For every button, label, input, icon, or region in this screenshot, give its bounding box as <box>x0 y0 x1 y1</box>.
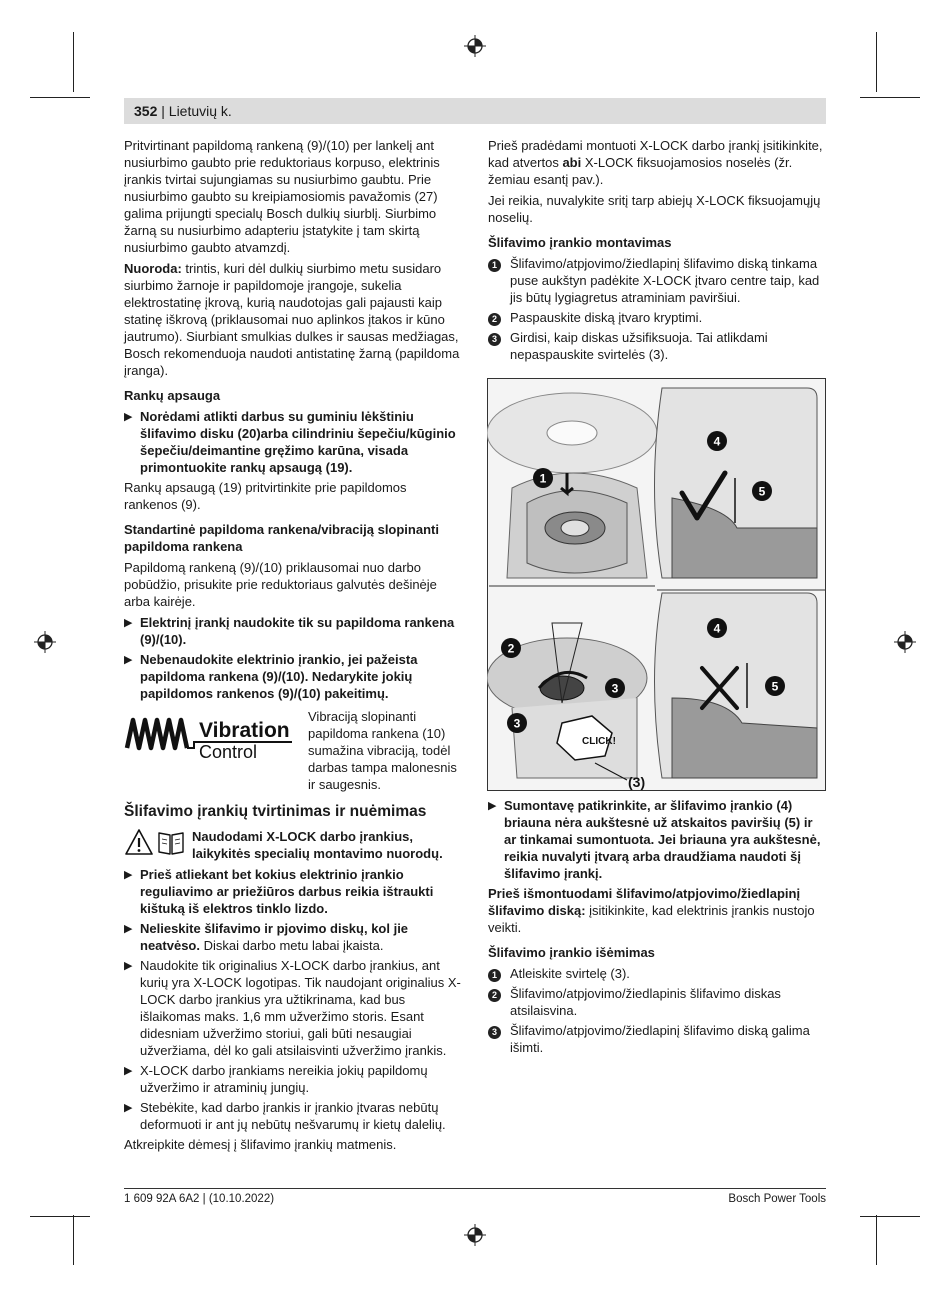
warning-text: Naudodami X-LOCK darbo įrankius, laikykitės specialių montavimo nuorodų. <box>192 829 443 861</box>
triangle-bullet-icon: ▶ <box>124 1065 133 1077</box>
step-number-icon: 2 <box>488 989 501 1002</box>
text-run: X-LOCK fiksuojamosios noselės (žr. žemiau esantį pav.). <box>488 155 793 187</box>
page-header <box>134 103 232 119</box>
page-number: 352 <box>134 103 158 119</box>
callout-label: 5 <box>771 679 779 694</box>
triangle-bullet-icon: ▶ <box>124 923 133 935</box>
bullet-item <box>124 866 462 917</box>
bullet-text: X-LOCK darbo įrankiams nereikia jokių papildomų užveržimo ir atraminių jungių. <box>140 1063 428 1095</box>
bullet-item <box>124 920 462 954</box>
callout-marker <box>605 678 625 698</box>
bullet-text: Norėdami atlikti darbus su guminiu lėkštiniu šlifavimo disku (20)arba cilindriniu šepečiu/kūginio šepečiu/deimantine gręžimo karūna, visada primontuokite rankų apsaugą (19). <box>140 409 456 475</box>
callout-marker <box>752 481 772 501</box>
left-column <box>124 137 462 1157</box>
bullet-bold-text: Nelieskite šlifavimo ir pjovimo diskų, kol jie neatvėso. <box>140 921 409 953</box>
triangle-bullet-icon: ▶ <box>124 960 133 972</box>
callout-label: 5 <box>758 484 766 499</box>
correct-mount-detail <box>655 388 818 578</box>
step-text: Šlifavimo/atpjovimo/žiedlapinis šlifavimo diskas atsilaisvina. <box>510 986 781 1018</box>
bullet-item <box>124 957 462 1059</box>
bullet-rest-text: Diskai darbo metu labai įkaista. <box>199 938 384 953</box>
bullet-item <box>124 1062 462 1096</box>
numbered-step <box>488 965 826 982</box>
manual-book-icon <box>156 828 186 856</box>
crop-mark <box>30 1216 90 1217</box>
step-text: Atleiskite svirtelę (3). <box>510 966 630 981</box>
paragraph: Atkreipkite dėmesį į šlifavimo įrankių matmenis. <box>124 1137 397 1152</box>
footer-brand: Bosch Power Tools <box>728 1193 826 1205</box>
triangle-bullet-icon: ▶ <box>124 654 133 666</box>
triangle-bullet-icon: ▶ <box>124 869 133 881</box>
header-language: Lietuvių k. <box>168 103 232 119</box>
paragraph: Papildomą rankeną (9)/(10) priklausomai nuo darbo pobūdžio, prisukite prie reduktoriaus galvutės dešinėje arba kairėje. <box>124 560 437 609</box>
bold-run: abi <box>562 155 582 170</box>
footer-doc-number: 1 609 92A 6A2 | (10.10.2022) <box>124 1193 275 1205</box>
numbered-step <box>488 1022 826 1056</box>
callout-label: 3 <box>513 716 521 731</box>
callout-label: 1 <box>539 471 547 486</box>
footer-rule <box>124 1188 826 1189</box>
step-number-icon: 3 <box>488 333 501 346</box>
section-heading: Standartinė papildoma rankena/vibraciją slopinanti papildoma rankena <box>124 522 439 554</box>
note-label: Nuoroda: <box>124 261 182 276</box>
numbered-step <box>488 255 826 306</box>
step-text: Paspauskite diską įtvaro kryptimi. <box>510 310 703 325</box>
bullet-text: Elektrinį įrankį naudokite tik su papildoma rankena (9)/(10). <box>140 615 455 647</box>
crop-mark <box>73 32 74 92</box>
crop-mark <box>30 97 90 98</box>
note-paragraph <box>124 260 462 379</box>
callout-marker <box>533 468 553 488</box>
bullet-item <box>124 408 462 476</box>
bullet-text <box>140 920 462 954</box>
step-number-icon: 1 <box>488 259 501 272</box>
crop-mark <box>860 97 920 98</box>
section-title: Šlifavimo įrankių tvirtinimas ir nuėmimas <box>124 803 427 820</box>
paragraph <box>488 885 826 936</box>
bullet-text: Sumontavę patikrinkite, ar šlifavimo įrankio (4) briauna nėra aukštesnė už atskaitos paviršių (5) ir ar tinkamai sumontuota. Jei briauna yra aukštesnė, reikia nuvalyti įtvarą arba draudžiama naudoti šį šlifavimo įrankį. <box>504 798 821 881</box>
warning-block <box>124 828 462 862</box>
crop-mark <box>860 1216 920 1217</box>
callout-label: 3 <box>611 681 619 696</box>
numbered-step <box>488 329 826 363</box>
bullet-item <box>124 651 462 702</box>
callout-marker <box>501 638 521 658</box>
vibration-text: Vibraciją slopinanti papildoma rankena (10) sumažina vibraciją, todėl darbas tampa malonesnis ir saugesnis. <box>308 709 457 792</box>
step-number-icon: 2 <box>488 313 501 326</box>
step-text: Girdisi, kaip diskas užsifiksuoja. Tai atlikdami nepaspauskite svirtelės (3). <box>510 330 768 362</box>
triangle-bullet-icon: ▶ <box>124 617 133 629</box>
paragraph: Pritvirtinant papildomą rankeną (9)/(10) per lankelį ant nusiurbimo gaubto prie reduktoriaus korpuso, elektrinis įrankis tvirtai sujungiamas su nusiurbimo gaubtu. Prie nusiurbimo gaubto su kreipiamosiomis pavažomis (27) galima prijungti specialų Bosch dulkių siurblį. Siurbimo žarną su nusiurbimo adapteriu įstatykite į tam skirtą nusiurbimo gaubto atvamzdį. <box>124 138 440 255</box>
crop-mark <box>876 1215 877 1265</box>
bold-run: Prieš išmontuodami šlifavimo/atpjovimo/žiedlapinį šlifavimo diską: <box>488 886 801 918</box>
step-text: Šlifavimo/atpjovimo/žiedlapinį šlifavimo diską tinkama puse aukštyn padėkite X-LOCK įtvaro centre taip, kad jis būtų lygiagretus atraminiam paviršiui. <box>510 256 820 305</box>
numbered-step <box>488 309 826 326</box>
step-number-icon: 1 <box>488 969 501 982</box>
crop-mark <box>73 1215 74 1265</box>
callout-label: 4 <box>713 621 721 636</box>
section-heading: Rankų apsauga <box>124 388 221 403</box>
xlock-installation-figure <box>487 378 826 791</box>
section-heading: Šlifavimo įrankio montavimas <box>488 235 672 250</box>
control-logo-word: Control <box>199 742 258 760</box>
numbered-step <box>488 985 826 1019</box>
registration-mark-icon <box>894 631 916 653</box>
click-label: CLICK! <box>582 736 616 747</box>
callout-label: 4 <box>713 434 721 449</box>
bullet-text: Stebėkite, kad darbo įrankis ir įrankio įtvaras nebūtų deformuoti ir ant jų nebūtų nešvarumų ir kietų dalelių. <box>140 1100 446 1132</box>
warning-triangle-icon <box>124 828 154 856</box>
callout-marker <box>707 431 727 451</box>
triangle-bullet-icon: ▶ <box>488 800 497 812</box>
vibration-control-logo-icon <box>124 708 304 760</box>
vibration-control-block <box>124 708 462 793</box>
registration-mark-icon <box>464 1224 486 1246</box>
bullet-text: Prieš atliekant bet kokius elektrinio įrankio reguliavimo ar priežiūros darbus reikia ištraukti kištuką iš elektros tinklo lizdo. <box>140 867 434 916</box>
callout-marker <box>707 618 727 638</box>
paragraph: Jei reikia, nuvalykite sritį tarp abiejų X-LOCK fiksuojamųjų noselių. <box>488 193 821 225</box>
lever-label: (3) <box>628 774 646 790</box>
right-column-top <box>488 137 826 366</box>
callout-marker <box>507 713 527 733</box>
callout-marker <box>765 676 785 696</box>
bullet-item <box>488 797 826 882</box>
text-run: Prieš pradėdami montuoti X-LOCK darbo įrankį įsitikinkite, kad atvertos <box>488 138 823 170</box>
section-heading: Šlifavimo įrankio išėmimas <box>488 945 655 960</box>
warning-icons <box>124 828 192 862</box>
bullet-item <box>124 614 462 648</box>
bullet-text: Naudokite tik originalius X-LOCK darbo įrankius, ant kurių yra X-LOCK logotipas. Tik naudojant originalius X-LOCK darbo įrankius yra užtikrinama, kad bus išlaikomas maks. 1,6 mm užveržimo storis. Esant didesniam užveržimo storiui, gali būti nesaugiai užveržiama, dėl ko gali atsilaisvinti užveržimo įrankis. <box>140 958 461 1058</box>
bullet-item <box>124 1099 462 1133</box>
crop-mark <box>876 32 877 92</box>
triangle-bullet-icon: ▶ <box>124 1102 133 1114</box>
bullet-text: Nebenaudokite elektrinio įrankio, jei pažeista papildoma rankena (9)/(10). Nedarykite jokių papildomos rankenos (9)/(10) pakeitimų. <box>140 652 418 701</box>
triangle-bullet-icon: ▶ <box>124 411 133 423</box>
incorrect-mount-detail <box>655 593 818 778</box>
registration-mark-icon <box>34 631 56 653</box>
registration-mark-icon <box>464 35 486 57</box>
header-separator: | <box>161 103 165 119</box>
vibration-logo-word: Vibration <box>199 719 290 742</box>
step-number-icon: 3 <box>488 1026 501 1039</box>
right-column-bottom <box>488 797 826 1059</box>
paragraph: Rankų apsaugą (19) pritvirtinkite prie papildomos rankenos (9). <box>124 480 407 512</box>
step-text: Šlifavimo/atpjovimo/žiedlapinį šlifavimo diską galima išimti. <box>510 1023 810 1055</box>
text-run: įsitikinkite, kad elektrinis įrankis nustojo veikti. <box>488 903 815 935</box>
note-text: trintis, kuri dėl dulkių siurbimo metu susidaro siurbimo žarnoje ir papildomoje įrangoje, sukelia elektrostatinę įkrovą, kurią naudotojas gali pajausti kaip statinę iškrovą (priklausomai nuo aplinkos įtakos ir kūno jautrumo). Siurbiant smulkias dulkes ir sausas medžiagas, Bosch rekomenduoja naudoti antistatinę žarną (papildoma įranga). <box>124 261 460 378</box>
callout-label: 2 <box>507 641 515 656</box>
paragraph <box>488 137 826 188</box>
